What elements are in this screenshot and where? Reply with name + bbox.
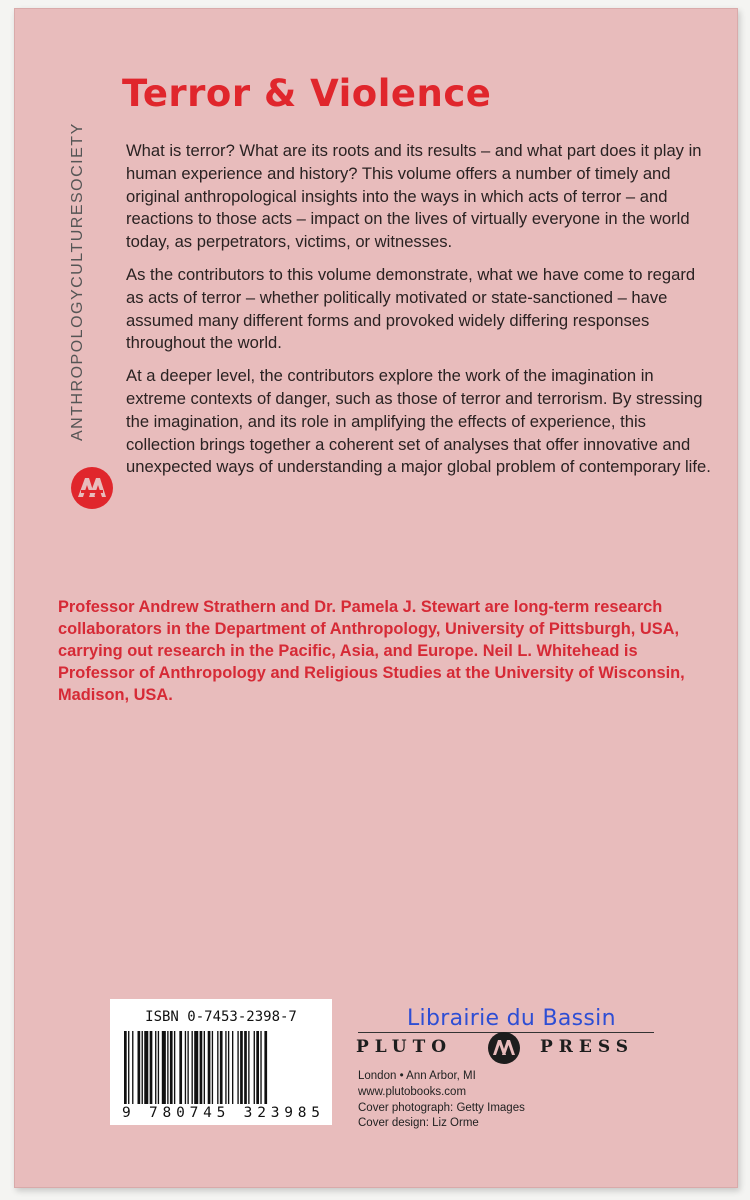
watermark: Librairie du Bassin bbox=[407, 1006, 616, 1031]
barcode-bar bbox=[187, 1031, 188, 1111]
barcode-bar bbox=[155, 1031, 156, 1111]
publisher-name-right: PRESS bbox=[540, 1037, 635, 1057]
barcode-bar bbox=[162, 1031, 166, 1111]
barcode-bar bbox=[179, 1031, 182, 1111]
barcode-bar bbox=[264, 1031, 267, 1111]
barcode-bar bbox=[192, 1031, 193, 1111]
author-bio: Professor Andrew Strathern and Dr. Pamela J. Stewart are long-term research collaborators in the Department of Anthropology, University of Pittsburgh, USA, carrying out research in the Pacific, Asia, and Europe. Neil L. Whitehead is Professor of Anthropology and Religious Studies at the University of Wisconsin, Madison, USA. bbox=[58, 598, 685, 704]
barcode-bar bbox=[244, 1031, 247, 1111]
barcode-bar bbox=[158, 1031, 159, 1111]
barcode-bar bbox=[232, 1031, 233, 1111]
barcode-bar bbox=[150, 1031, 153, 1111]
barcode-bar bbox=[217, 1031, 218, 1111]
barcode-label bbox=[110, 999, 332, 1125]
series-name bbox=[62, 122, 94, 455]
barcode-bar bbox=[167, 1031, 168, 1111]
isbn: ISBN 0-7453-2398-7 bbox=[145, 1009, 297, 1025]
barcode-bar bbox=[144, 1031, 148, 1111]
barcode-bar bbox=[170, 1031, 173, 1111]
barcode-bar bbox=[225, 1031, 226, 1111]
barcode-bar bbox=[200, 1031, 203, 1111]
barcode-bar bbox=[260, 1031, 261, 1111]
barcode-bar bbox=[124, 1031, 127, 1111]
pluto-logo-icon bbox=[70, 466, 114, 510]
series-name-text: ANTHROPOLOGYCULTURESOCIETY bbox=[69, 122, 86, 441]
barcode-bar bbox=[237, 1031, 238, 1111]
imprint-line: www.plutobooks.com bbox=[358, 1085, 467, 1098]
barcode-bar bbox=[128, 1031, 129, 1111]
imprint bbox=[358, 1069, 618, 1132]
blurb-paragraph-3: At a deeper level, the contributors explore the work of the imagination in extreme contexts of danger, such as those of terror and terrorism. By stressing the imagination, and its role in amplifying the effects of experience, this collection brings together a coherent set of analyses that offer innovative and unexpected ways of understanding a major global problem of contemporary life. bbox=[126, 366, 711, 477]
barcode-bar bbox=[194, 1031, 198, 1111]
barcode-bar bbox=[220, 1031, 223, 1111]
barcode-bar bbox=[204, 1031, 205, 1111]
barcode-bar bbox=[132, 1031, 133, 1111]
imprint-line: Cover design: Liz Orme bbox=[358, 1117, 479, 1130]
barcode-bar bbox=[212, 1031, 213, 1111]
barcode-bar bbox=[138, 1031, 141, 1111]
barcode-digits: 9 780745 323985 bbox=[122, 1105, 320, 1121]
barcode-bars bbox=[124, 1031, 267, 1111]
blurb-paragraph-2: As the contributors to this volume demonstrate, what we have come to regard as acts of terror – whether politically motivated or state-sanctioned – have assumed many different forms and provoked widely differing responses throughout the world. bbox=[126, 264, 696, 353]
barcode-bar bbox=[185, 1031, 186, 1111]
barcode-bar bbox=[240, 1031, 243, 1111]
imprint-line: London • Ann Arbor, MI bbox=[358, 1070, 476, 1082]
barcode-bar bbox=[256, 1031, 259, 1111]
blurb-paragraph-1: What is terror? What are its roots and its results – and what part does it play in human experience and history? This volume offers a number of timely and original anthropological insights into the ways in which acts of terror – and reactions to those acts – impact on the lives of virtually everyone in the world today, as perpetrators, victims, or witnesses. bbox=[126, 141, 702, 252]
imprint-line: Cover photograph: Getty Images bbox=[358, 1101, 525, 1114]
blurb bbox=[126, 140, 711, 489]
book-title: Terror & Violence bbox=[122, 72, 492, 115]
barcode bbox=[122, 1031, 320, 1121]
barcode-bar bbox=[248, 1031, 249, 1111]
barcode-bar bbox=[254, 1031, 255, 1111]
publisher-name-left: PLUTO bbox=[356, 1037, 453, 1057]
barcode-bar bbox=[142, 1031, 143, 1111]
barcode-bar bbox=[208, 1031, 211, 1111]
pluto-logo-icon bbox=[487, 1031, 521, 1065]
barcode-bar bbox=[228, 1031, 229, 1111]
barcode-bar bbox=[174, 1031, 175, 1111]
